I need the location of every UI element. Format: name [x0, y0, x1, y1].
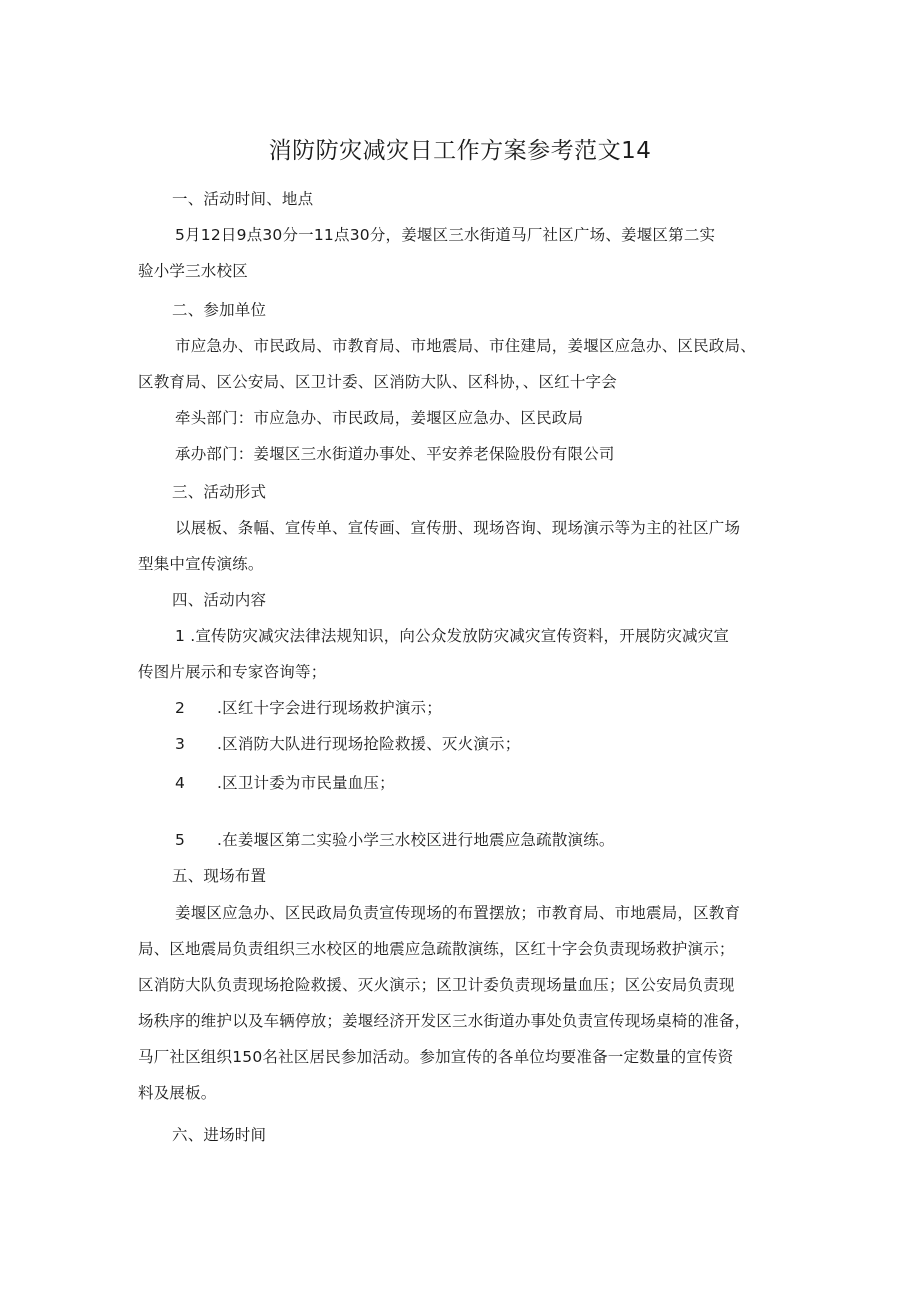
paragraph-line: 验小学三水校区 [138, 262, 248, 280]
list-item [175, 726, 835, 762]
list-item-number: 2 [175, 699, 186, 717]
paragraph-line: 牵头部门：市应急办、市民政局，姜堰区应急办、区民政局 [175, 409, 584, 427]
paragraph-line: 以展板、条幅、宣传单、宣传画、宣传册、现场咨询、现场演示等为主的社区广场 [175, 519, 741, 537]
list-item-text: .区卫计委为市民量血压； [217, 774, 395, 792]
paragraph-line: 型集中宣传演练。 [138, 555, 264, 573]
list-item-text: .区消防大队进行现场抢险救援、灭火演示； [217, 735, 521, 753]
list-item-number: 5 [175, 831, 186, 849]
list-item-text: .在姜堰区第二实验小学三水校区进行地震应急疏散演练。 [217, 831, 615, 849]
list-item [175, 765, 835, 801]
paragraph-line: 区教育局、区公安局、区卫计委、区消防大队、区科协，、区红十字会 [138, 373, 617, 391]
list-item [175, 690, 835, 726]
list-item-number: 4 [175, 774, 186, 792]
paragraph-line: 5月12日9点30分一11点30分，姜堰区三水街道马厂社区广场、姜堰区第二实 [175, 226, 716, 244]
paragraph-line: 姜堰区应急办、区民政局负责宣传现场的布置摆放；市教育局、市地震局，区教育 [175, 904, 741, 922]
section-heading-5: 五、现场布置 [172, 867, 267, 885]
paragraph-line: 料及展板。 [138, 1084, 217, 1102]
paragraph-line: 承办部门：姜堰区三水街道办事处、平安养老保险股份有限公司 [175, 445, 615, 463]
paragraph-line: 市应急办、市民政局、市教育局、市地震局、市住建局，姜堰区应急办、区民政局、 [175, 337, 756, 355]
section-heading-3: 三、活动形式 [172, 483, 267, 501]
document-title: 消防防灾减灾日工作方案参考范文14 [268, 138, 652, 164]
list-item [175, 822, 835, 858]
paragraph-line: 马厂社区组织150名社区居民参加活动。参加宣传的各单位均要准备一定数量的宣传资 [138, 1048, 734, 1066]
section-heading-2: 二、参加单位 [172, 301, 267, 319]
section-heading-1: 一、活动时间、地点 [172, 190, 314, 208]
section-heading-4: 四、活动内容 [172, 591, 267, 609]
section-heading-6: 六、进场时间 [172, 1126, 267, 1144]
list-item-continuation: 传图片展示和专家咨询等； [138, 663, 327, 681]
paragraph-line: 局、区地震局负责组织三水校区的地震应急疏散演练，区红十字会负责现场救护演示； [138, 940, 735, 958]
list-item-number: 3 [175, 735, 186, 753]
list-item: 1 .宣传防灾减灾法律法规知识，向公众发放防灾减灾宣传资料，开展防灾减灾宣 [175, 627, 730, 645]
paragraph-line: 场秩序的维护以及车辆停放；姜堰经济开发区三水街道办事处负责宣传现场桌椅的准备， [138, 1012, 751, 1030]
paragraph-line: 区消防大队负责现场抢险救援、灭火演示；区卫计委负责现场量血压；区公安局负责现 [138, 976, 735, 994]
list-item-text: .区红十字会进行现场救护演示； [217, 699, 442, 717]
